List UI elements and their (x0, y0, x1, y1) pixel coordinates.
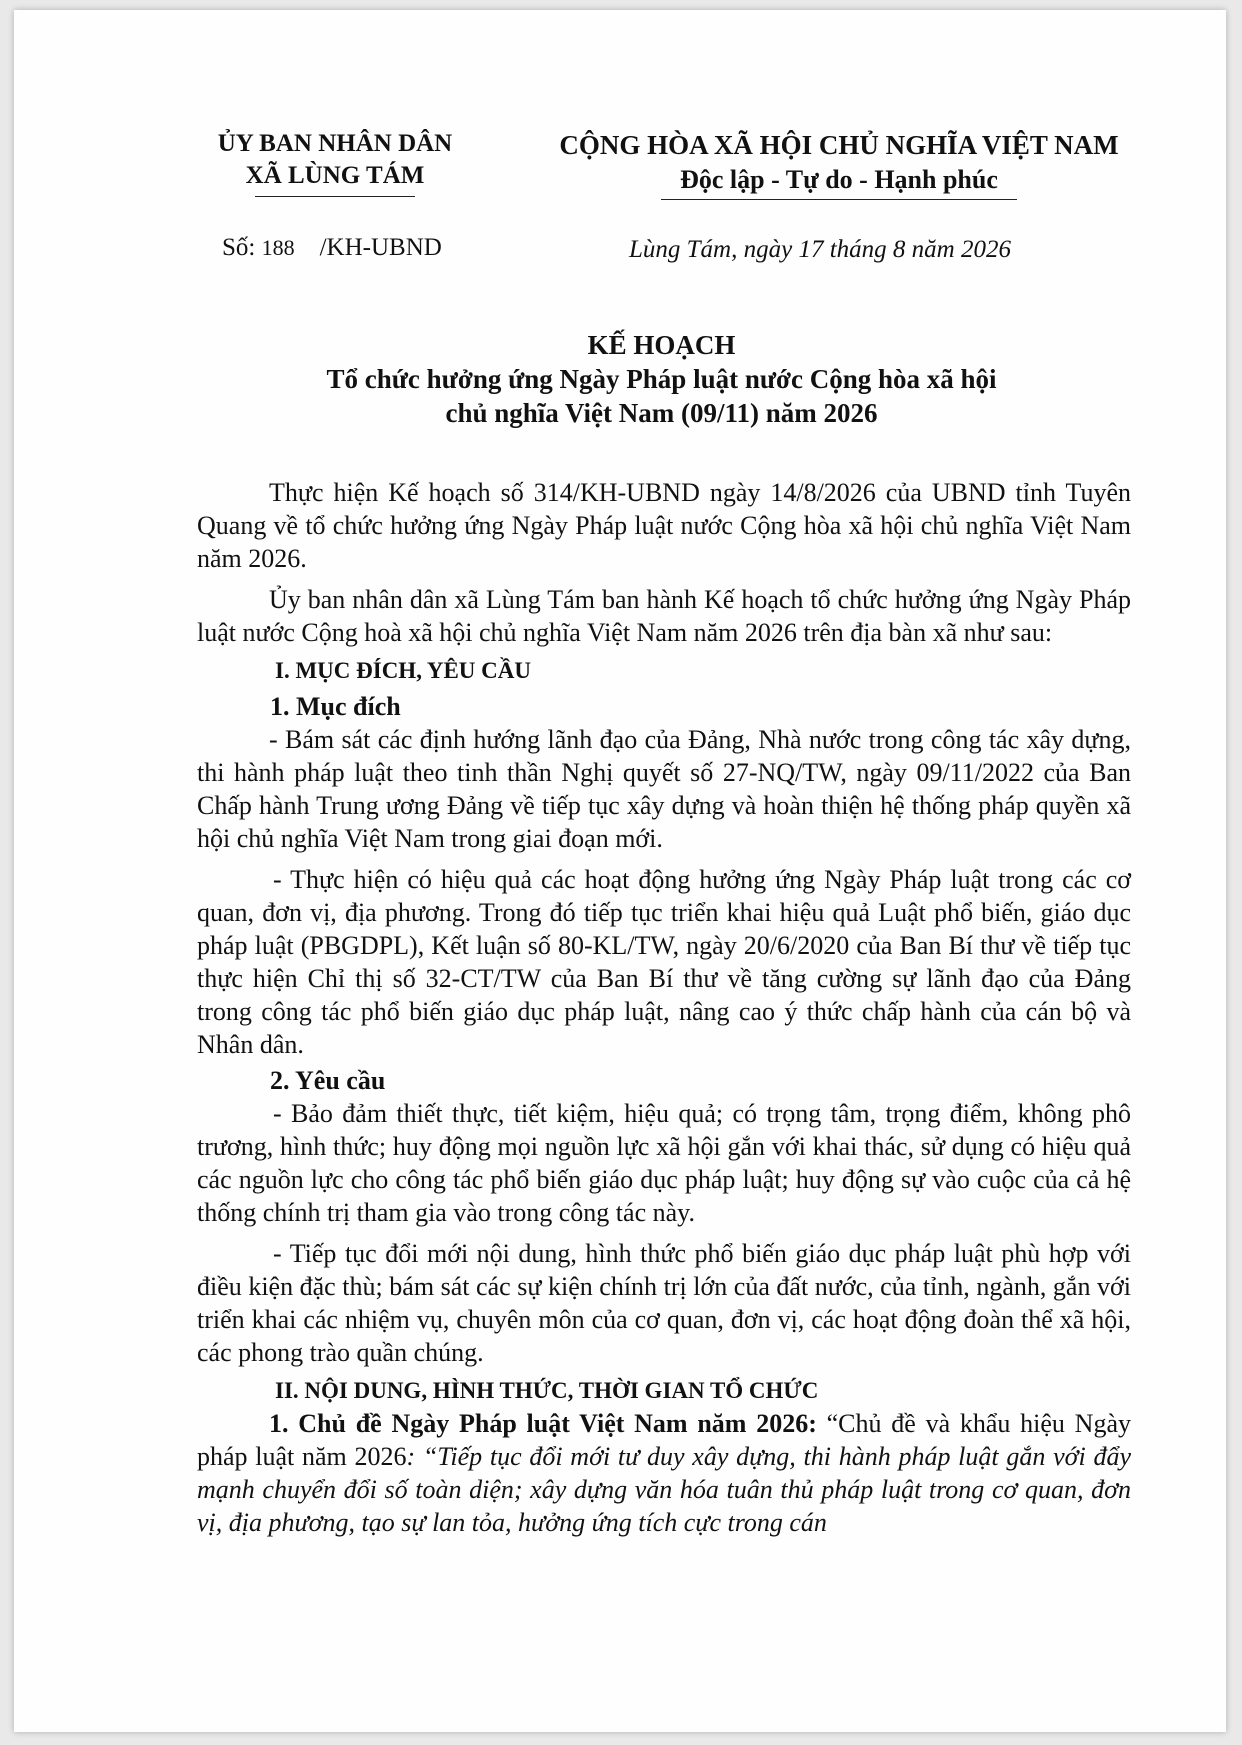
theme-heading: 1. Chủ đề Ngày Pháp luật Việt Nam năm 2026: (269, 1409, 817, 1438)
requirement-paragraph-2: - Tiếp tục đổi mới nội dung, hình thức phổ biến giáo dục pháp luật phù hợp với điều kiện đặc thù; bám sát các sự kiện chính trị lớn của đất nước, của tỉnh, ngành, gắn với triển khai các nhiệm vụ, chuyên môn của cơ quan, đơn vị, các hoạt động đoàn thể xã hội, các phong trào quần chúng. (197, 1239, 1131, 1367)
agency-line-2: XÃ LÙNG TÁM (245, 162, 425, 189)
title-line-2: Tổ chức hưởng ứng Ngày Pháp luật nước Cộng hòa xã hội (326, 364, 997, 394)
section-heading-1: I. MỤC ĐÍCH, YÊU CẦU (275, 658, 531, 683)
national-motto: Độc lập - Tự do - Hạnh phúc (680, 165, 998, 194)
document-title (194, 328, 1129, 430)
number-value: 188 (261, 235, 295, 260)
title-line-3: chủ nghĩa Việt Nam (09/11) năm 2026 (445, 398, 878, 428)
document-page (14, 10, 1226, 1732)
document-number (222, 234, 442, 262)
number-suffix: /KH-UBND (319, 234, 442, 261)
title-line-1: KẾ HOẠCH (587, 330, 736, 360)
motto-underline (661, 199, 1017, 200)
issuing-agency (210, 128, 460, 197)
purpose-paragraph-1: - Bám sát các định hướng lãnh đạo của Đảng, Nhà nước trong công tác xây dựng, thi hành pháp luật theo tinh thần Nghị quyết số 27-NQ/TW, ngày 09/11/2022 của Ban Chấp hành Trung ương Đảng về tiếp tục xây dựng và hoàn thiện hệ thống pháp quyền xã hội chủ nghĩa Việt Nam trong giai đoạn mới. (197, 725, 1131, 853)
intro-paragraph-1: Thực hiện Kế hoạch số 314/KH-UBND ngày 14/8/2026 của UBND tỉnh Tuyên Quang về tổ chức hưởng ứng Ngày Pháp luật nước Cộng hòa xã hội chủ nghĩa Việt Nam năm 2026. (197, 478, 1131, 573)
theme-paragraph (197, 1407, 1131, 1539)
agency-underline (255, 196, 415, 197)
intro-paragraph-2: Ủy ban nhân dân xã Lùng Tám ban hành Kế hoạch tổ chức hưởng ứng Ngày Pháp luật nước Cộng hoà xã hội chủ nghĩa Việt Nam năm 2026 trên địa bàn xã như sau: (197, 585, 1131, 647)
requirement-paragraph-1: - Bảo đảm thiết thực, tiết kiệm, hiệu quả; có trọng tâm, trọng điểm, không phô trương, hình thức; huy động mọi nguồn lực xã hội gắn với khai thác, sử dụng có hiệu quả các nguồn lực cho công tác phổ biến giáo dục pháp luật; huy động sự vào cuộc của cả hệ thống chính trị tham gia vào trong công tác này. (197, 1099, 1131, 1227)
number-label: Số: (222, 234, 256, 261)
section-heading-2: II. NỘI DUNG, HÌNH THỨC, THỜI GIAN TỔ CHỨC (275, 1378, 819, 1403)
theme-slogan: : “Tiếp tục đổi mới tư duy xây dựng, thi hành pháp luật gắn với đẩy mạnh chuyển đổi số toàn diện; xây dựng văn hóa tuân thủ pháp luật trong cơ quan, đơn vị, địa phương, tạo sự lan tỏa, hưởng ứng tích cực trong cán (197, 1442, 1131, 1537)
purpose-paragraph-2: - Thực hiện có hiệu quả các hoạt động hưởng ứng Ngày Pháp luật trong các cơ quan, đơn vị, địa phương. Trong đó tiếp tục triển khai hiệu quả Luật phổ biến, giáo dục pháp luật (PBGDPL), Kết luận số 80-KL/TW, ngày 20/6/2020 của Ban Bí thư về tiếp tục thực hiện Chỉ thị số 32-CT/TW của Ban Bí thư về tăng cường sự lãnh đạo của Đảng trong công tác phổ biến giáo dục pháp luật, nâng cao ý thức chấp hành của cán bộ và Nhân dân. (197, 865, 1131, 1059)
national-header (524, 128, 1154, 200)
place-and-date: Lùng Tám, ngày 17 tháng 8 năm 2026 (629, 236, 1011, 263)
national-title: CỘNG HÒA XÃ HỘI CHỦ NGHĨA VIỆT NAM (559, 130, 1119, 160)
theme-lead: “Chủ đề và khẩu hiệu Ngày pháp luật năm 2026 (197, 1409, 1131, 1471)
subsection-heading-requirements: 2. Yêu cầu (270, 1066, 386, 1095)
subsection-heading-purpose: 1. Mục đích (270, 692, 401, 721)
document-body (197, 476, 1131, 1539)
agency-line-1: ỦY BAN NHÂN DÂN (217, 130, 453, 157)
